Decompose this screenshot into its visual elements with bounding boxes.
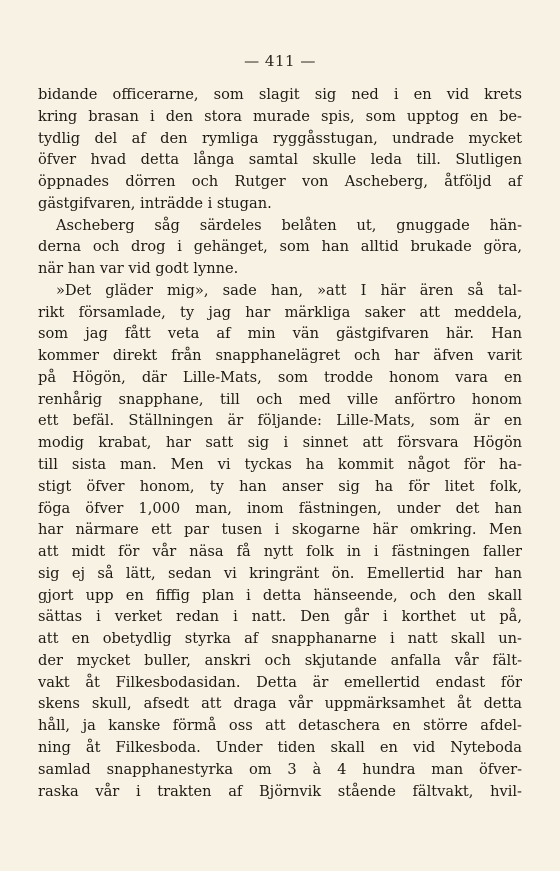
text-line: derna och drog i gehänget, som han alltid brukade göra, <box>38 238 522 256</box>
text-line: modig krabat, har satt sig i sinnet att försvara Högön <box>38 434 522 452</box>
text-line: »Det gläder mig», sade han, »att I här ären så tal- <box>56 281 522 299</box>
text-line: renhårig snapphane, till och med ville anförtro honom <box>38 390 522 408</box>
text-line: samlad snapphanestyrka om 3 à 4 hundra man öfver- <box>38 760 522 778</box>
text-line: der mycket buller, anskri och skjutande anfalla vår fält- <box>38 651 522 669</box>
text-line: tydlig del af den rymliga ryggåsstugan, undrade mycket <box>38 129 522 147</box>
text-line: sättas i verket redan i natt. Den går i korthet ut på, <box>38 608 522 626</box>
text-line: kommer direkt från snapphanelägret och har äfven varit <box>38 347 522 365</box>
page-number: — 411 — <box>244 52 316 70</box>
text-line: håll, ja kanske förmå oss att detaschera en större afdel- <box>38 717 522 735</box>
text-line: gästgifvaren, inträdde i stugan. <box>38 194 272 212</box>
text-line: bidande officerarne, som slagit sig ned i en vid krets <box>38 86 522 103</box>
text-line: att en obetydlig styrka af snapphanarne i natt skall un- <box>38 630 522 648</box>
text-line: har närmare ett par tusen i skogarne här omkring. Men <box>38 521 522 539</box>
text-line: som jag fått veta af min vän gästgifvaren här. Han <box>38 325 522 343</box>
text-line: till sista man. Men vi tyckas ha kommit något för ha- <box>38 456 522 474</box>
text-line: skens skull, afsedt att draga vår uppmärksamhet åt detta <box>38 695 522 713</box>
text-line: gjort upp en fiffig plan i detta hänseende, och den skall <box>38 586 522 604</box>
text-line: på Högön, där Lille-Mats, som trodde honom vara en <box>38 368 522 386</box>
text-line: kring brasan i den stora murade spis, som upptog en be- <box>38 107 522 125</box>
text-line: vakt åt Filkesbodasidan. Detta är emellertid endast för <box>38 673 522 691</box>
text-line: sig ej så lätt, sedan vi kringränt ön. Emellertid har han <box>38 564 522 582</box>
text-line: raska vår i trakten af Björnvik stående fältvakt, hvil- <box>38 782 522 800</box>
body-text <box>38 84 522 802</box>
text-line: Ascheberg såg särdeles belåten ut, gnuggade hän- <box>56 216 522 234</box>
text-line: ning åt Filkesboda. Under tiden skall en vid Nyteboda <box>38 738 522 756</box>
text-line: ett befäl. Ställningen är följande: Lille-Mats, som är en <box>38 412 522 430</box>
text-line: rikt församlade, ty jag har märkliga saker att meddela, <box>38 303 522 321</box>
text-line: öfver hvad detta långa samtal skulle leda till. Slutligen <box>38 151 522 169</box>
text-line: stigt öfver honom, ty han anser sig ha för litet folk, <box>38 477 522 495</box>
text-line: när han var vid godt lynne. <box>38 260 239 278</box>
text-line: att midt för vår näsa få nytt folk in i fästningen faller <box>38 543 522 561</box>
text-line: föga öfver 1,000 man, inom fästningen, under det han <box>38 499 522 517</box>
text-line: öppnades dörren och Rutger von Ascheberg, åtföljd af <box>38 173 522 191</box>
